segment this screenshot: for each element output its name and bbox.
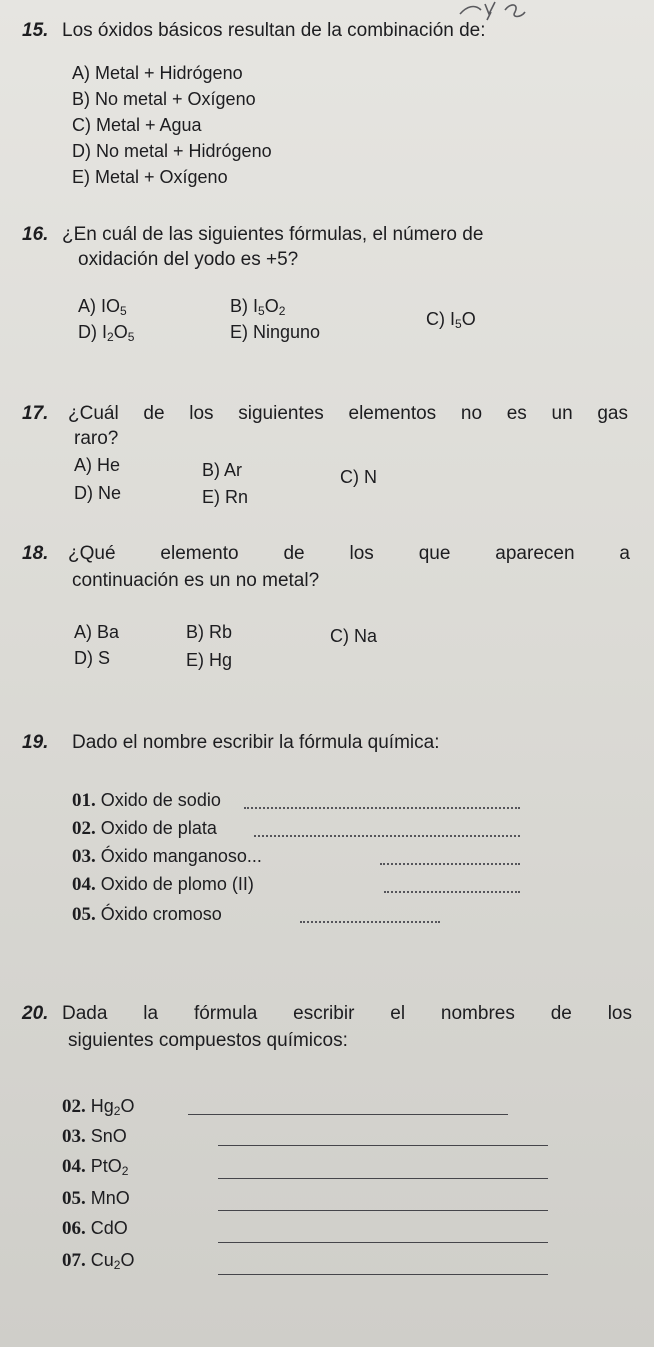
q16-option-b: B) $I_5O_2$ bbox=[230, 296, 286, 318]
answer-line[interactable] bbox=[218, 1242, 548, 1243]
q15-option-d: D) No metal + Hidrógeno bbox=[72, 141, 272, 161]
q15-option-a: A) Metal + Hidrógeno bbox=[72, 63, 243, 83]
answer-line[interactable] bbox=[188, 1114, 508, 1115]
q20-question-line2: siguientes compuestos químicos: bbox=[68, 1030, 348, 1051]
q17-option-d: D) Ne bbox=[74, 483, 122, 503]
answer-line[interactable] bbox=[218, 1274, 548, 1275]
q18-option-a: A) Ba bbox=[74, 622, 120, 642]
answer-line[interactable] bbox=[218, 1145, 548, 1146]
q19-item-1: 01. Oxido de sodio bbox=[72, 790, 221, 811]
q17-option-e: E) Rn bbox=[202, 487, 249, 507]
answer-blank[interactable] bbox=[384, 891, 520, 893]
q16-question-line1: ¿En cuál de las siguientes fórmulas, el número de bbox=[62, 224, 484, 245]
q17-option-c: C) N bbox=[340, 467, 377, 487]
q16-option-a: A) $IO_5$ bbox=[78, 296, 127, 318]
q15-option-e: E) Metal + Oxígeno bbox=[72, 167, 228, 187]
answer-blank[interactable] bbox=[244, 807, 520, 809]
answer-line[interactable] bbox=[218, 1178, 548, 1179]
q20-question-line1: Dada la fórmula escribir el nombres de los bbox=[62, 1003, 632, 1024]
q20-item-1: 02. $Hg_2O$ bbox=[62, 1096, 135, 1118]
q15-question: Los óxidos básicos resultan de la combinación de: bbox=[62, 20, 486, 41]
q19-item-4: 04. Oxido de plomo (II) bbox=[72, 874, 254, 895]
q19-number: 19. bbox=[22, 732, 49, 753]
q17-option-b: B) Ar bbox=[202, 460, 243, 480]
answer-blank[interactable] bbox=[300, 921, 440, 923]
q18-number: 18. bbox=[22, 543, 49, 564]
q16-option-c: C) $I_5O$ bbox=[426, 309, 476, 331]
q16-question-line2: oxidación del yodo es +5? bbox=[78, 249, 299, 270]
q18-option-e: E) Hg bbox=[186, 650, 233, 670]
answer-line[interactable] bbox=[218, 1210, 548, 1211]
q19-item-2: 02. Oxido de plata bbox=[72, 818, 217, 839]
q18-option-c: C) Na bbox=[330, 626, 378, 646]
q17-option-a: A) He bbox=[74, 455, 121, 475]
q15-option-c: C) Metal + Agua bbox=[72, 115, 202, 135]
q19-item-3: 03. Óxido manganoso... bbox=[72, 846, 262, 867]
answer-blank[interactable] bbox=[254, 835, 520, 837]
q15-number: 15. bbox=[22, 20, 49, 41]
q20-item-2: 03. SnO bbox=[62, 1126, 127, 1147]
q18-question-line1: ¿Qué elemento de los que aparecen a bbox=[68, 543, 630, 564]
answer-blank[interactable] bbox=[380, 863, 520, 865]
q16-option-e: E) Ninguno bbox=[230, 322, 321, 342]
q18-question-line2: continuación es un no metal? bbox=[72, 570, 320, 591]
q16-option-d: D) $I_2O_5$ bbox=[78, 322, 135, 344]
q17-number: 17. bbox=[22, 403, 49, 424]
q18-option-d: D) S bbox=[74, 648, 110, 668]
q17-question-line2: raro? bbox=[74, 428, 119, 449]
q20-number: 20. bbox=[22, 1003, 49, 1024]
q20-item-5: 06. CdO bbox=[62, 1218, 128, 1239]
handwritten-scribble bbox=[455, 0, 575, 22]
q20-item-4: 05. MnO bbox=[62, 1188, 130, 1209]
q15-option-b: B) No metal + Oxígeno bbox=[72, 89, 256, 109]
q19-item-5: 05. Óxido cromoso bbox=[72, 904, 222, 925]
q20-item-3: 04. PtO$_2$ bbox=[62, 1156, 129, 1178]
q17-question-line1: ¿Cuál de los siguientes elementos no es un gas bbox=[68, 403, 628, 424]
q18-option-b: B) Rb bbox=[186, 622, 233, 642]
q16-number: 16. bbox=[22, 224, 49, 245]
q19-question: Dado el nombre escribir la fórmula química: bbox=[72, 732, 440, 753]
q20-item-6: 07. $Cu_2O$ bbox=[62, 1250, 135, 1272]
